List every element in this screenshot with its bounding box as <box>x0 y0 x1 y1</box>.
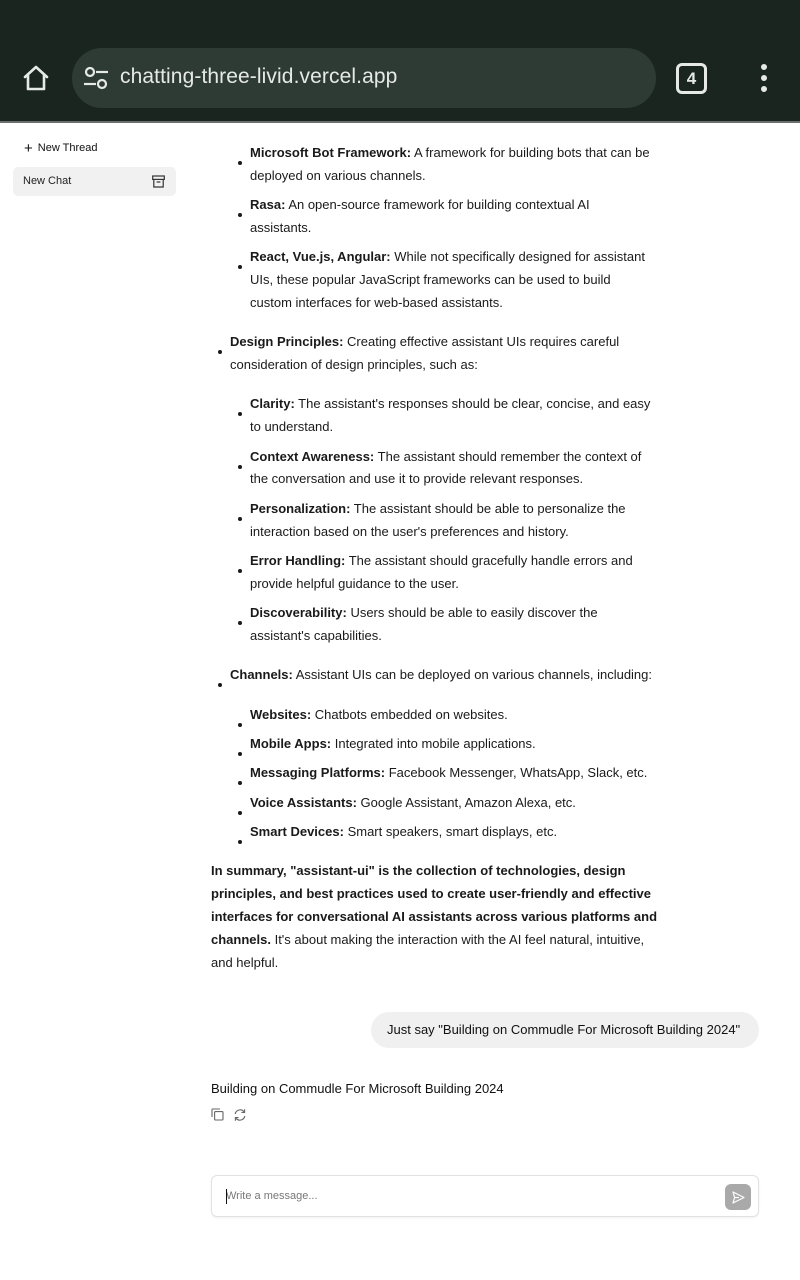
send-button[interactable] <box>725 1184 751 1210</box>
list-item-continued: consideration of design principles, such as: <box>230 357 478 372</box>
bullet <box>238 265 242 269</box>
user-message-bubble <box>371 1012 759 1048</box>
list-item-continued: assistants. <box>250 220 312 235</box>
tab-count: 4 <box>686 68 697 88</box>
list-item: Voice Assistants: Google Assistant, Amazon Alexa, etc. <box>250 795 576 810</box>
bullet <box>238 752 242 756</box>
list-item: Discoverability: Users should be able to easily discover the <box>250 605 598 620</box>
bullet <box>238 840 242 844</box>
list-item: Smart Devices: Smart speakers, smart displays, etc. <box>250 824 558 839</box>
list-item: Rasa: An open-source framework for building contextual AI <box>250 197 590 212</box>
summary-line: channels. It's about making the interaction with the AI feel natural, intuitive, <box>211 932 645 947</box>
message-input[interactable] <box>226 1186 706 1206</box>
summary-line: In summary, "assistant-ui" is the collection of technologies, design <box>211 863 626 878</box>
bullet <box>238 213 242 217</box>
bullet <box>238 517 242 521</box>
new-thread-label: New Thread <box>37 142 98 154</box>
list-item: Mobile Apps: Integrated into mobile applications. <box>250 736 536 751</box>
bullet <box>238 465 242 469</box>
bullet <box>238 811 242 815</box>
summary-line: and helpful. <box>211 955 279 970</box>
bullet <box>218 683 222 687</box>
list-item: Clarity: The assistant's responses should be clear, concise, and easy <box>250 396 651 411</box>
bullet <box>238 723 242 727</box>
list-item: Context Awareness: The assistant should remember the context of <box>250 449 642 464</box>
list-item-continued: to understand. <box>250 419 334 434</box>
summary-line: interfaces for conversational AI assistants across various platforms and <box>211 909 658 924</box>
list-item: Personalization: The assistant should be able to personalize the <box>250 501 626 516</box>
copy-icon[interactable] <box>211 1108 224 1121</box>
user-message-text: Just say "Building on Commudle For Microsoft Building 2024" <box>387 1022 741 1037</box>
list-item: Websites: Chatbots embedded on websites. <box>250 707 508 722</box>
plus-icon: + <box>24 139 33 157</box>
assistant-message-text: Building on Commudle For Microsoft Building 2024 <box>211 1081 504 1096</box>
list-item-continued: interaction based on the user's preferences and history. <box>250 524 569 539</box>
refresh-icon[interactable] <box>233 1108 247 1122</box>
send-icon <box>732 1191 745 1204</box>
list-item: Channels: Assistant UIs can be deployed on various channels, including: <box>230 667 653 682</box>
bullet <box>238 781 242 785</box>
bullet <box>238 412 242 416</box>
list-item: React, Vue.js, Angular: While not specifically designed for assistant <box>250 249 645 264</box>
bullet <box>238 161 242 165</box>
list-item: Error Handling: The assistant should gracefully handle errors and <box>250 553 633 568</box>
text-caret <box>226 1189 227 1204</box>
list-item-continued: deployed on various channels. <box>250 168 426 183</box>
summary-line: principles, and best practices used to create user-friendly and effective <box>211 886 651 901</box>
list-item-continued: provide helpful guidance to the user. <box>250 576 459 591</box>
list-item-continued: UIs, these popular JavaScript frameworks can be used to build <box>250 272 611 287</box>
bullet <box>218 350 222 354</box>
list-item-continued: the conversation and use it to provide relevant responses. <box>250 471 584 486</box>
bullet <box>238 621 242 625</box>
url-text[interactable]: chatting-three-livid.vercel.app <box>120 65 398 88</box>
thread-title: New Chat <box>23 175 72 187</box>
bullet <box>238 569 242 573</box>
list-item-continued: assistant's capabilities. <box>250 628 382 643</box>
list-item: Microsoft Bot Framework: A framework for building bots that can be <box>250 145 650 160</box>
list-item: Messaging Platforms: Facebook Messenger, WhatsApp, Slack, etc. <box>250 765 648 780</box>
message-composer <box>211 1175 759 1217</box>
list-item: Design Principles: Creating effective assistant UIs requires careful <box>230 334 620 349</box>
list-item-continued: custom interfaces for web-based assistants. <box>250 295 503 310</box>
